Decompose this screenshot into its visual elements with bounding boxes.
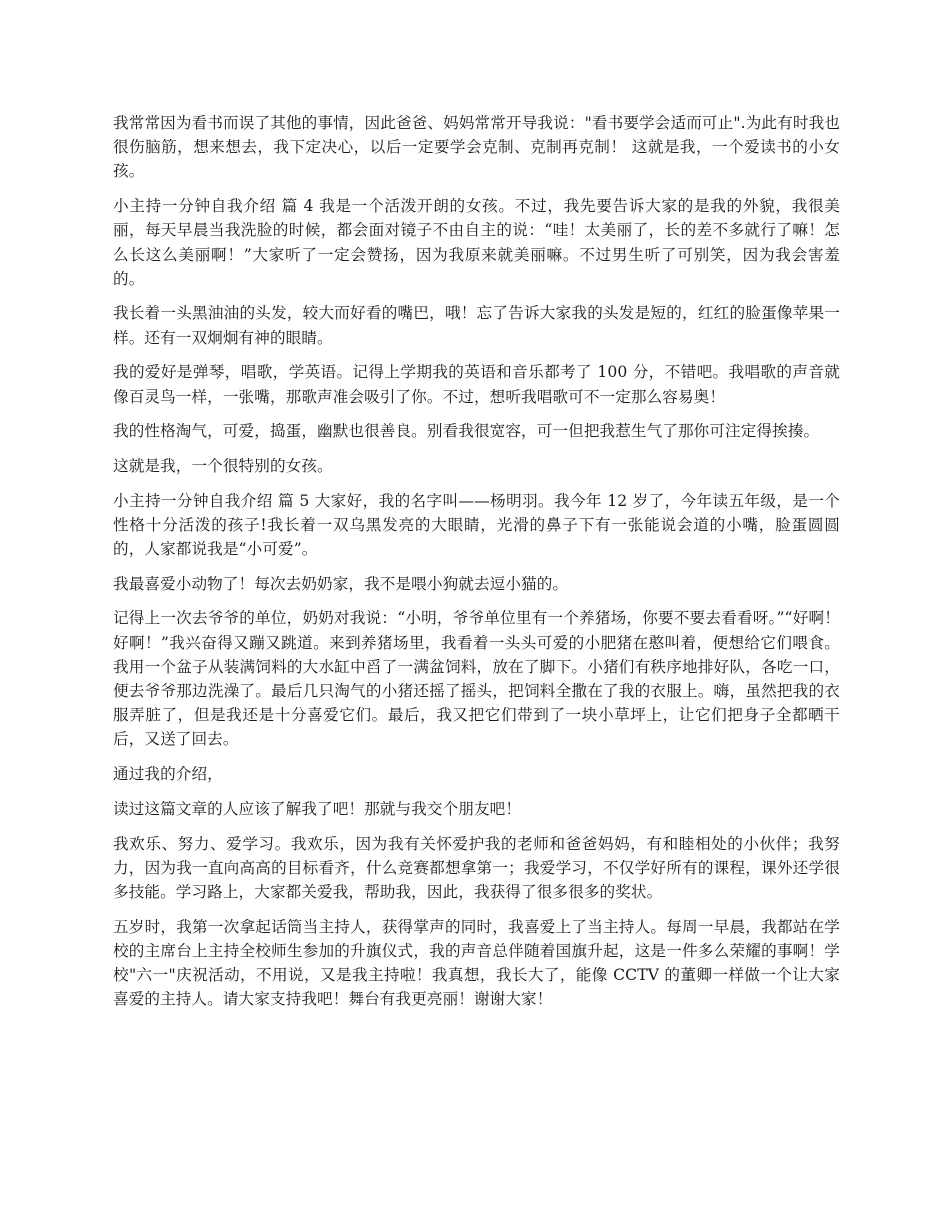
paragraph-4: 我的爱好是弹琴，唱歌，学英语。记得上学期我的英语和音乐都考了 100 分，不错吧。我唱歌的声音就像百灵鸟一样，一张嘴，那歌声准会吸引了你。不过，想听我唱歌可不一定那么容易奥！ [113,363,840,406]
paragraph-6: 这就是我，一个很特别的女孩。 [113,456,333,475]
paragraph-9: 记得上一次去爷爷的单位，奶奶对我说：“小明，爷爷单位里有一个养猪场，你要不要去看看呀。”“好啊！好啊！”我兴奋得又蹦又跳道。来到养猪场里，我看着一头头可爱的小肥猪在憨叫着，便想给它们喂食。我用一个盆子从装满饲料的大水缸中舀了一满盆饲料，放在了脚下。小猪们有秩序地排好队，各吃一口，便去爷爷那边洗澡了。最后几只淘气的小猪还摇了摇头，把饲料全撒在了我的衣服上。嗨，虽然把我的衣服弄脏了，但是我还是十分喜爱它们。最后，我又把它们带到了一块小草坪上，让它们把身子全都晒干后，又送了回去。 [113,609,840,749]
paragraph-12: 我欢乐、努力、爱学习。我欢乐，因为我有关怀爱护我的老师和爸爸妈妈，有和睦相处的小伙伴；我努力，因为我一直向高高的目标看齐，什么竞赛都想拿第一；我爱学习，不仅学好所有的课程，课外还学很多技能。学习路上，大家都关爱我，帮助我，因此，我获得了很多很多的奖状。 [113,834,840,901]
paragraph-7: 小主持一分钟自我介绍 篇 5 大家好，我的名字叫——杨明羽。我今年 12 岁了，今年读五年级，是一个性格十分活泼的孩子!我长着一双乌黑发亮的大眼睛，光滑的鼻子下有一张能说会道的小嘴，脸蛋圆圆的，人家都说我是“小可爱”。 [113,491,840,559]
paragraph-10: 通过我的介绍， [113,765,223,784]
paragraph-8: 我最喜爱小动物了！每次去奶奶家，我不是喂小狗就去逗小猫的。 [113,574,569,593]
document-body [113,111,840,1022]
paragraph-2: 小主持一分钟自我介绍 篇 4 我是一个活泼开朗的女孩。不过，我先要告诉大家的是我的外貌，我很美丽，每天早晨当我洗脸的时候，都会面对镜子不由自主的说：“哇！太美丽了，长的差不多就行了嘛！怎么长这么美丽啊！”大家听了一定会赞扬，因为我原来就美丽嘛。不过男生听了可别笑，因为我会害羞的。 [113,197,840,288]
paragraph-13: 五岁时，我第一次拿起话筒当主持人，获得掌声的同时，我喜爱上了当主持人。每周一早晨，我都站在学校的主席台上主持全校师生参加的升旗仪式，我的声音总伴随着国旗升起，这是一件多么荣耀的事啊！学校"六一"庆祝活动，不用说，又是我主持啦！我真想，我长大了，能像 CCTV 的董卿一样做一个让大家喜爱的主持人。请大家支持我吧！舞台有我更亮丽！谢谢大家！ [113,917,840,1009]
paragraph-3: 我长着一头黑油油的头发，较大而好看的嘴巴，哦！忘了告诉大家我的头发是短的，红红的脸蛋像苹果一样。还有一双炯炯有神的眼睛。 [113,304,840,347]
paragraph-5: 我的性格淘气，可爱，捣蛋，幽默也很善良。别看我很宽容，可一但把我惹生气了那你可注定得挨揍。 [113,422,820,441]
paragraph-1: 我常常因为看书而误了其他的事情，因此爸爸、妈妈常常开导我说："看书要学会适而可止".为此有时我也很伤脑筋，想来想去，我下定决心，以后一定要学会克制、克制再克制！ 这就是我，一个爱读书的小女孩。 [113,114,840,181]
paragraph-11: 读过这篇文章的人应该了解我了吧！那就与我交个朋友吧！ [113,799,522,818]
